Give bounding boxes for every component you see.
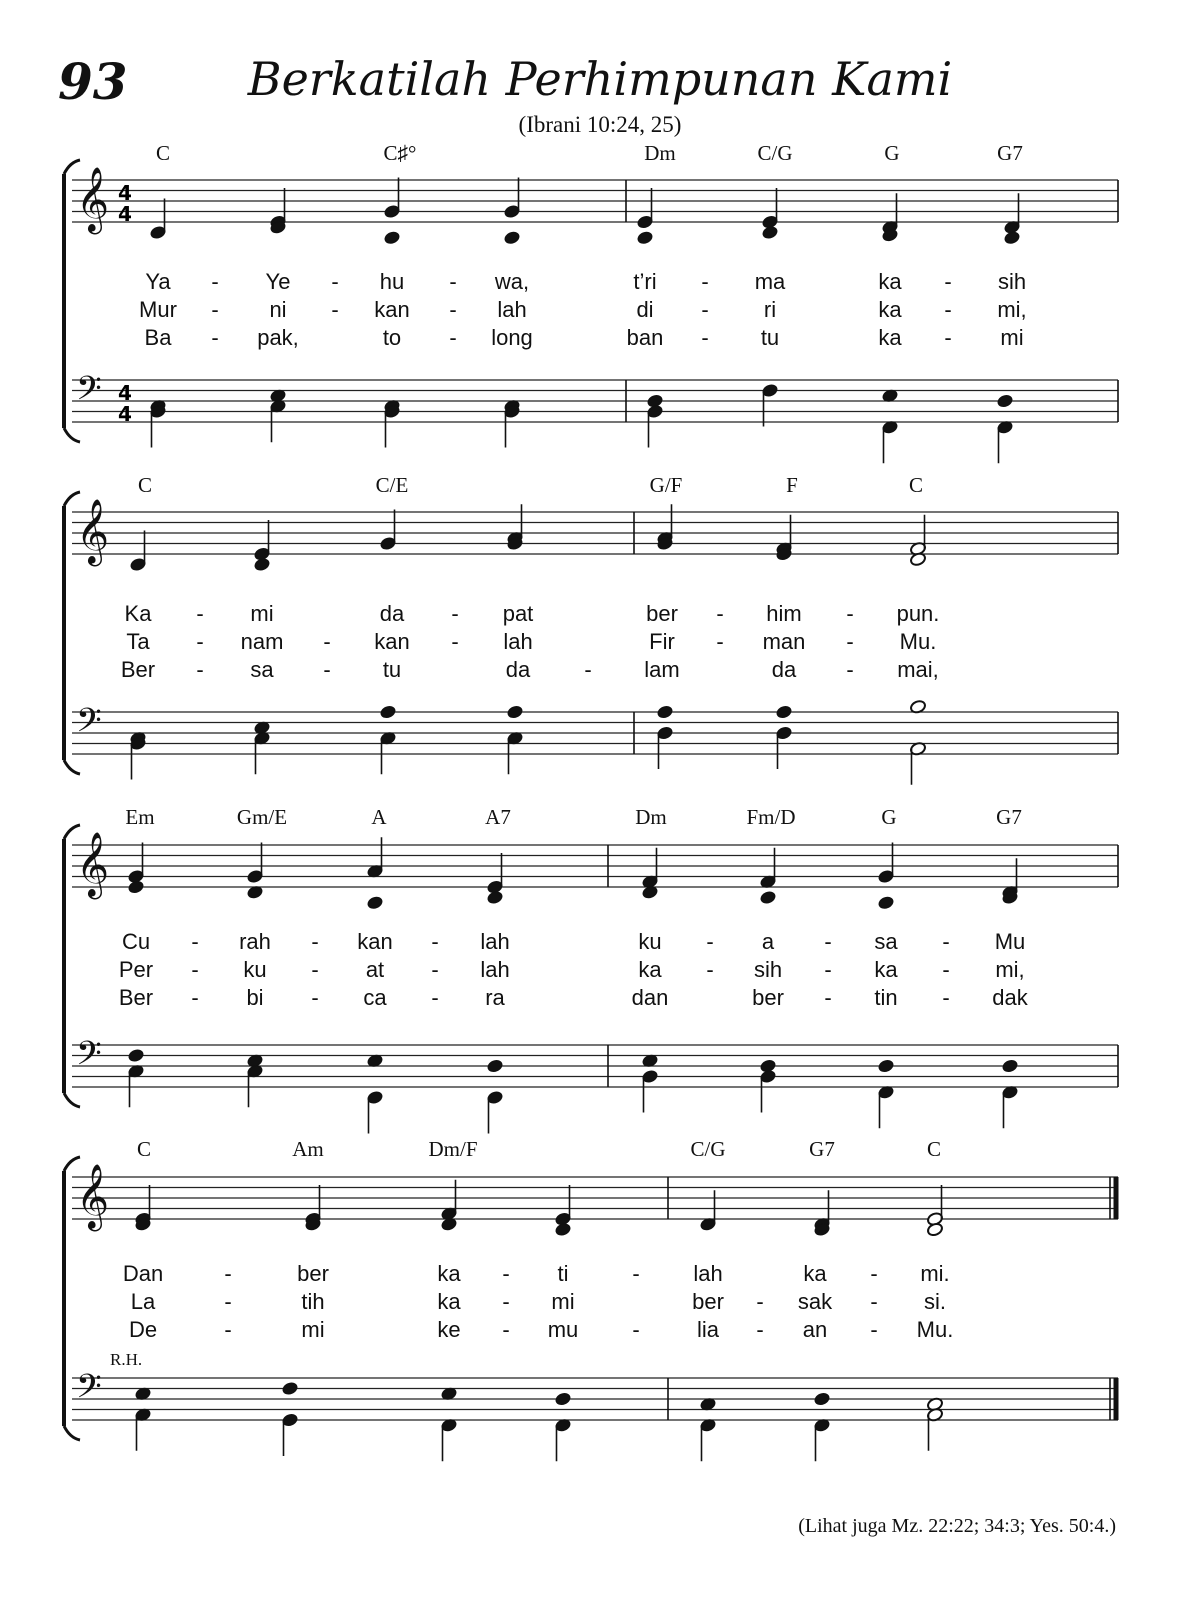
- bracket-hook-bottom: [64, 1426, 80, 1440]
- lyric-verse-3: dan: [631, 985, 669, 1010]
- lyric-verse-3: ban: [626, 325, 664, 350]
- lyric-verse-2: La: [130, 1289, 156, 1314]
- bass-clef-icon: 𝄢: [76, 1368, 102, 1414]
- chord-symbol: C♯°: [383, 141, 417, 165]
- lyric-hyphen: -: [944, 325, 952, 350]
- lyric-verse-2: Ta: [126, 629, 150, 654]
- lyric-hyphen: -: [196, 657, 204, 682]
- lyric-verse-2: ber: [692, 1289, 724, 1314]
- lyric-verse-2: ri: [763, 297, 777, 322]
- lyric-verse-3: dak: [992, 985, 1028, 1010]
- chord-symbol: G: [884, 141, 900, 165]
- lyric-verse-1: da: [379, 601, 405, 626]
- lyric-hyphen: -: [311, 929, 319, 954]
- lyric-verse-2: nam: [240, 629, 284, 654]
- lyric-verse-3: ca: [363, 985, 387, 1010]
- lyric-verse-1: Ye: [265, 269, 291, 294]
- lyric-verse-3: ra: [485, 985, 505, 1010]
- lyric-verse-3: tu: [382, 657, 402, 682]
- lyric-hyphen: -: [431, 985, 439, 1010]
- lyric-verse-3: da: [771, 657, 797, 682]
- lyric-verse-1: kan: [357, 929, 393, 954]
- lyric-hyphen: -: [449, 297, 457, 322]
- lyric-verse-3: mi: [1000, 325, 1024, 350]
- time-signature-top: 4: [118, 181, 132, 205]
- lyric-verse-2: mi,: [995, 957, 1025, 982]
- lyric-verse-1: rah: [239, 929, 271, 954]
- lyric-hyphen: -: [942, 929, 950, 954]
- chord-symbol: Dm: [635, 805, 667, 829]
- hymn-number: 93: [58, 52, 128, 111]
- lyric-hyphen: -: [311, 985, 319, 1010]
- lyric-verse-3: ka: [878, 325, 902, 350]
- right-hand-marking: R.H.: [110, 1350, 143, 1369]
- lyric-hyphen: -: [211, 325, 219, 350]
- lyric-verse-2: ka: [638, 957, 662, 982]
- lyric-hyphen: -: [846, 629, 854, 654]
- lyric-verse-3: lam: [644, 657, 680, 682]
- lyric-hyphen: -: [449, 269, 457, 294]
- lyric-verse-2: ni: [269, 297, 287, 322]
- lyric-verse-1: ma: [754, 269, 786, 294]
- lyric-verse-1: Cu: [121, 929, 151, 954]
- lyric-hyphen: -: [824, 985, 832, 1010]
- chord-symbol: C: [908, 473, 924, 497]
- chord-symbol: A7: [485, 805, 511, 829]
- lyric-hyphen: -: [451, 629, 459, 654]
- lyric-verse-1: wa,: [494, 269, 530, 294]
- chord-symbol: A: [371, 805, 387, 829]
- quarter-note: [813, 1391, 830, 1406]
- lyric-verse-1: ka: [437, 1261, 461, 1286]
- lyric-verse-3: tin: [874, 985, 898, 1010]
- lyric-verse-1: a: [761, 929, 775, 954]
- lyric-verse-2: mi: [551, 1289, 575, 1314]
- lyric-verse-1: sih: [997, 269, 1027, 294]
- lyric-verse-1: him: [766, 601, 802, 626]
- quarter-note: [554, 1391, 571, 1406]
- lyric-verse-3: Mu.: [916, 1317, 954, 1342]
- lyric-hyphen: -: [431, 929, 439, 954]
- lyric-hyphen: -: [311, 957, 319, 982]
- lyric-verse-2: Mur: [139, 297, 177, 322]
- chord-symbol: Gm/E: [236, 805, 288, 829]
- chord-symbol: C: [136, 1137, 152, 1161]
- lyric-verse-3: lia: [696, 1317, 720, 1342]
- lyric-hyphen: -: [632, 1261, 640, 1286]
- lyric-hyphen: -: [211, 269, 219, 294]
- lyric-verse-1: hu: [379, 269, 405, 294]
- lyric-verse-2: lah: [497, 297, 527, 322]
- lyric-verse-3: Ber: [120, 657, 156, 682]
- lyric-verse-3: sa: [250, 657, 274, 682]
- bass-clef-icon: 𝄢: [76, 1035, 102, 1081]
- hymn-title: Berkatilah Perhimpunan Kami: [247, 52, 953, 106]
- lyric-verse-2: ku: [243, 957, 267, 982]
- lyric-hyphen: -: [224, 1317, 232, 1342]
- chord-symbol: C: [155, 141, 171, 165]
- quarter-note: [554, 1222, 571, 1237]
- lyric-hyphen: -: [331, 297, 339, 322]
- lyric-hyphen: -: [502, 1289, 510, 1314]
- lyric-verse-3: mu: [547, 1317, 579, 1342]
- chord-symbol: Dm: [644, 141, 676, 165]
- lyric-verse-2: kan: [374, 297, 410, 322]
- lyric-verse-1: pun.: [896, 601, 940, 626]
- chord-symbol: C/G: [690, 1137, 726, 1161]
- lyric-verse-2: at: [365, 957, 385, 982]
- chord-symbol: Fm/D: [746, 805, 796, 829]
- lyric-hyphen: -: [331, 269, 339, 294]
- lyric-hyphen: -: [944, 269, 952, 294]
- lyric-hyphen: -: [224, 1289, 232, 1314]
- lyric-hyphen: -: [502, 1261, 510, 1286]
- lyric-hyphen: -: [870, 1289, 878, 1314]
- lyric-verse-3: to: [382, 325, 402, 350]
- lyric-hyphen: -: [584, 657, 592, 682]
- lyric-verse-1: Ya: [145, 269, 171, 294]
- footnote-references: (Lihat juga Mz. 22:22; 34:3; Yes. 50:4.): [798, 1515, 1116, 1537]
- lyric-verse-2: lah: [503, 629, 533, 654]
- lyric-verse-1: ka: [803, 1261, 827, 1286]
- bass-clef-icon: 𝄢: [76, 702, 102, 748]
- lyric-verse-1: Dan: [122, 1261, 164, 1286]
- lyric-verse-3: mai,: [897, 657, 939, 682]
- lyric-verse-2: tih: [301, 1289, 325, 1314]
- lyric-verse-1: mi.: [920, 1261, 950, 1286]
- lyric-verse-1: mi: [250, 601, 274, 626]
- treble-clef-icon: 𝄞: [76, 1164, 110, 1229]
- lyric-verse-2: mi,: [997, 297, 1027, 322]
- chord-symbol: F: [786, 473, 798, 497]
- chord-symbol: G7: [996, 805, 1022, 829]
- chord-symbol: C/G: [757, 141, 793, 165]
- lyric-verse-3: an: [802, 1317, 828, 1342]
- lyric-verse-3: mi: [301, 1317, 325, 1342]
- lyric-verse-3: tu: [760, 325, 780, 350]
- lyric-hyphen: -: [944, 297, 952, 322]
- chord-symbol: C: [137, 473, 153, 497]
- lyric-hyphen: -: [870, 1317, 878, 1342]
- lyric-verse-3: da: [505, 657, 531, 682]
- lyric-hyphen: -: [196, 601, 204, 626]
- scripture-reference: (Ibrani 10:24, 25): [518, 112, 682, 137]
- lyric-hyphen: -: [323, 629, 331, 654]
- lyric-hyphen: -: [451, 601, 459, 626]
- lyric-verse-3: ber: [752, 985, 784, 1010]
- lyric-verse-1: ber: [297, 1261, 329, 1286]
- lyric-verse-2: kan: [374, 629, 410, 654]
- lyric-verse-3: ke: [437, 1317, 461, 1342]
- lyric-verse-3: De: [128, 1317, 158, 1342]
- lyric-hyphen: -: [502, 1317, 510, 1342]
- lyric-verse-2: sak: [797, 1289, 833, 1314]
- lyric-hyphen: -: [846, 601, 854, 626]
- lyric-verse-1: pat: [502, 601, 534, 626]
- lyric-hyphen: -: [632, 1317, 640, 1342]
- lyric-hyphen: -: [706, 957, 714, 982]
- lyric-hyphen: -: [824, 929, 832, 954]
- lyric-hyphen: -: [211, 297, 219, 322]
- lyric-verse-3: Ba: [144, 325, 172, 350]
- lyric-hyphen: -: [431, 957, 439, 982]
- lyric-verse-1: ber: [646, 601, 678, 626]
- lyric-hyphen: -: [942, 957, 950, 982]
- time-signature-top: 4: [118, 381, 132, 405]
- lyric-hyphen: -: [716, 601, 724, 626]
- lyric-verse-3: Ber: [118, 985, 154, 1010]
- lyric-verse-1: ku: [638, 929, 662, 954]
- lyric-hyphen: -: [846, 657, 854, 682]
- chord-symbol: C/E: [375, 473, 409, 497]
- lyric-verse-2: Mu.: [899, 629, 937, 654]
- lyric-hyphen: -: [191, 957, 199, 982]
- lyric-hyphen: -: [701, 297, 709, 322]
- chord-symbol: Em: [125, 805, 155, 829]
- chord-symbol: G7: [997, 141, 1023, 165]
- lyric-verse-2: man: [762, 629, 806, 654]
- chord-symbol: C: [926, 1137, 942, 1161]
- lyric-hyphen: -: [716, 629, 724, 654]
- lyric-verse-2: Fir: [649, 629, 675, 654]
- lyric-hyphen: -: [942, 985, 950, 1010]
- treble-clef-icon: 𝄞: [76, 832, 110, 897]
- lyric-hyphen: -: [191, 929, 199, 954]
- treble-clef-icon: 𝄞: [76, 167, 110, 232]
- lyric-hyphen: -: [870, 1261, 878, 1286]
- lyric-hyphen: -: [706, 929, 714, 954]
- lyric-verse-2: sih: [753, 957, 783, 982]
- lyric-verse-2: ka: [878, 297, 902, 322]
- quarter-note: [281, 1381, 298, 1396]
- chord-symbol: G7: [809, 1137, 835, 1161]
- lyric-verse-2: ka: [874, 957, 898, 982]
- lyric-verse-2: si.: [924, 1289, 946, 1314]
- lyric-hyphen: -: [756, 1317, 764, 1342]
- treble-clef-icon: 𝄞: [76, 499, 110, 564]
- lyric-hyphen: -: [701, 269, 709, 294]
- lyric-verse-1: sa: [874, 929, 898, 954]
- lyric-verse-3: pak,: [257, 325, 299, 350]
- lyric-verse-1: lah: [480, 929, 510, 954]
- time-signature-bottom: 4: [118, 202, 132, 226]
- lyric-hyphen: -: [323, 657, 331, 682]
- bass-clef-icon: 𝄢: [76, 370, 102, 416]
- lyric-verse-1: ka: [878, 269, 902, 294]
- lyric-hyphen: -: [196, 629, 204, 654]
- chord-symbol: G: [881, 805, 897, 829]
- lyric-verse-2: Per: [118, 957, 154, 982]
- half-note: [926, 1222, 943, 1237]
- lyric-verse-1: t’ri: [633, 269, 657, 294]
- chord-symbol: G/F: [649, 473, 683, 497]
- time-signature-bottom: 4: [118, 402, 132, 426]
- lyric-verse-1: Ka: [124, 601, 152, 626]
- lyric-verse-3: bi: [246, 985, 264, 1010]
- lyric-hyphen: -: [224, 1261, 232, 1286]
- lyric-verse-1: lah: [693, 1261, 723, 1286]
- lyric-hyphen: -: [191, 985, 199, 1010]
- lyric-hyphen: -: [449, 325, 457, 350]
- lyric-hyphen: -: [756, 1289, 764, 1314]
- lyric-verse-2: di: [636, 297, 654, 322]
- chord-symbol: Am: [292, 1137, 324, 1161]
- lyric-verse-2: lah: [480, 957, 510, 982]
- lyric-verse-1: Mu: [994, 929, 1026, 954]
- lyric-verse-2: ka: [437, 1289, 461, 1314]
- lyric-verse-3: long: [491, 325, 533, 350]
- lyric-verse-1: ti: [557, 1261, 569, 1286]
- chord-symbol: Dm/F: [428, 1137, 478, 1161]
- lyric-hyphen: -: [701, 325, 709, 350]
- lyric-hyphen: -: [824, 957, 832, 982]
